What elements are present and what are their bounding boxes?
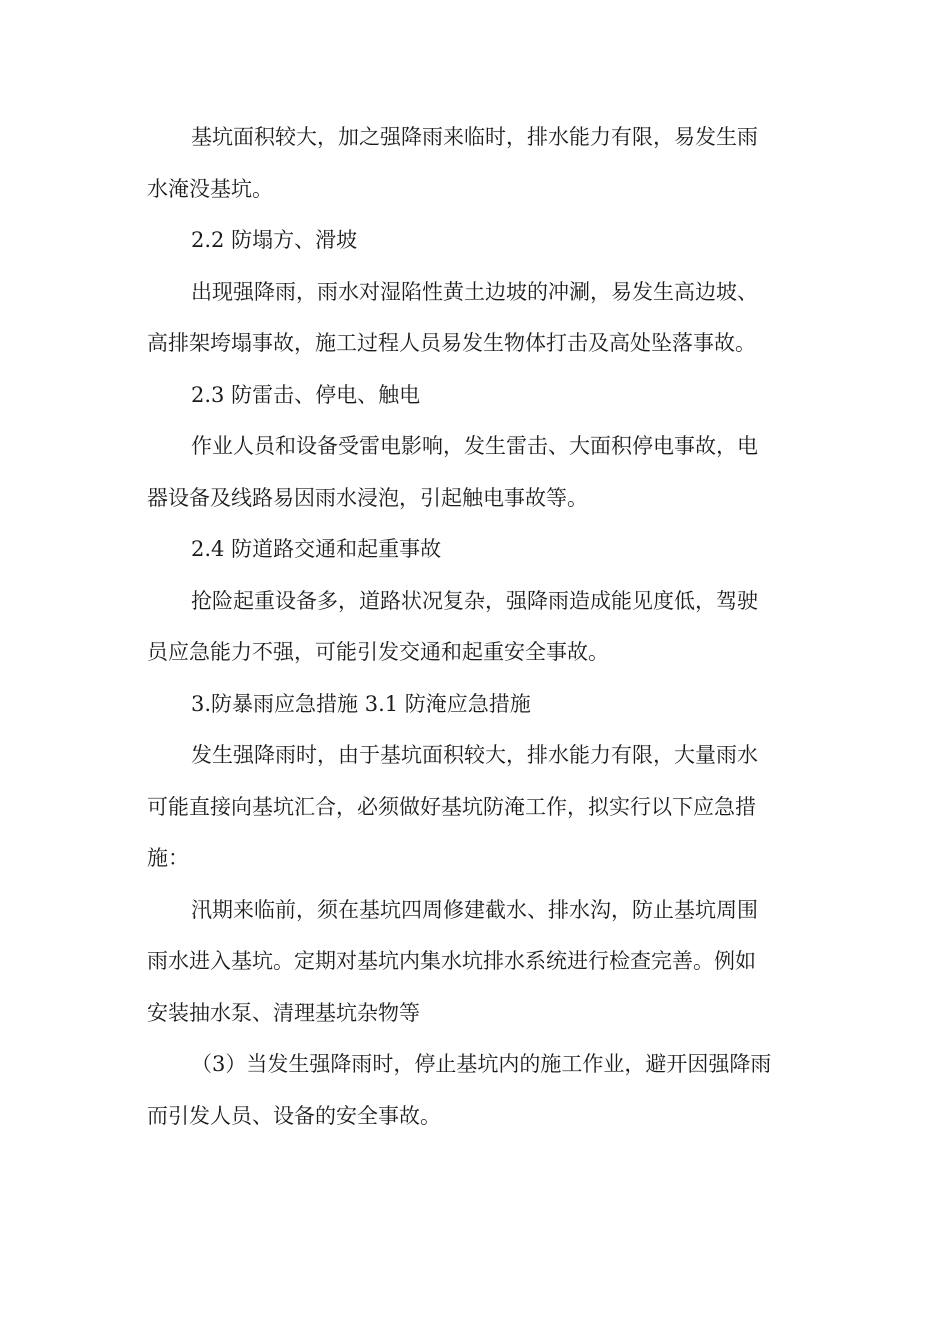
section-heading-3-1: 3.防暴雨应急措施 3.1 防淹应急措施 — [191, 691, 531, 716]
document-body — [147, 112, 807, 1142]
text-line: 施： — [147, 846, 189, 870]
text-line: 安装抽水泵、清理基坑杂物等 — [147, 1000, 420, 1025]
text-line: （3）当发生强降雨时，停止基坑内的施工作业，避开因强降雨 — [191, 1052, 772, 1076]
text-line: 水淹没基坑。 — [147, 176, 273, 201]
paragraph-landslide-risk — [147, 267, 807, 370]
text-line: 高排架垮塌事故，施工过程人员易发生物体打击及高处坠落事故。 — [147, 331, 756, 355]
paragraph-stop-work-measure — [147, 1039, 807, 1142]
paragraph-flood-measures-intro — [147, 730, 807, 885]
text-line: 器设备及线路易因雨水浸泡，引起触电事故等。 — [147, 485, 588, 510]
paragraph-flood-season-prep — [147, 885, 807, 1040]
text-line: 基坑面积较大，加之强降雨来临时，排水能力有限，易发生雨 — [191, 125, 758, 149]
paragraph-lightning-risk — [147, 421, 807, 524]
text-line: 出现强降雨，雨水对湿陷性黄土边坡的冲涮，易发生高边坡、 — [191, 279, 758, 304]
paragraph-traffic-risk — [147, 576, 807, 679]
text-line: 汛期来临前，须在基坑四周修建截水、排水沟，防止基坑周围 — [191, 897, 758, 922]
paragraph-basin-flooding-risk — [147, 112, 807, 215]
section-heading-2-4: 2.4 防道路交通和起重事故 — [191, 537, 442, 561]
text-line: 而引发人员、设备的安全事故。 — [147, 1103, 441, 1128]
section-heading-2-3: 2.3 防雷击、停电、触电 — [191, 382, 421, 407]
section-heading-2-2: 2.2 防塌方、滑坡 — [191, 228, 358, 252]
text-line: 可能直接向基坑汇合，必须做好基坑防淹工作，拟实行以下应急措 — [147, 794, 756, 819]
text-line: 雨水进入基坑。定期对基坑内集水坑排水系统进行检查完善。例如 — [147, 949, 756, 973]
text-line: 员应急能力不强，可能引发交通和起重安全事故。 — [147, 640, 609, 664]
text-line: 发生强降雨时，由于基坑面积较大，排水能力有限，大量雨水 — [191, 743, 758, 767]
text-line: 作业人员和设备受雷电影响，发生雷击、大面积停电事故，电 — [191, 434, 758, 458]
text-line: 抢险起重设备多，道路状况复杂，强降雨造成能见度低，驾驶 — [191, 588, 758, 613]
